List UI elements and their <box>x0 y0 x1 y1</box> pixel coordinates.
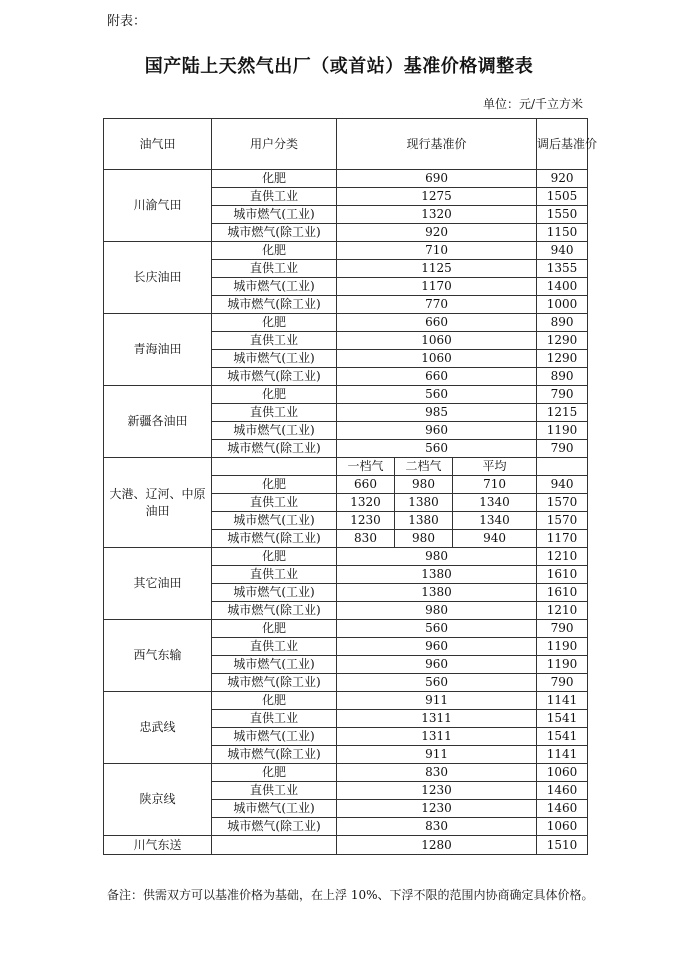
tier-subheader: 平均 <box>453 458 537 476</box>
adjusted-price: 1141 <box>537 692 588 710</box>
category-cell: 城市燃气(除工业) <box>212 296 337 314</box>
current-price: 911 <box>337 746 537 764</box>
adjusted-price: 1150 <box>537 224 588 242</box>
adjusted-price: 790 <box>537 620 588 638</box>
field-name: 忠武线 <box>104 692 212 764</box>
tier2-price: 980 <box>395 530 453 548</box>
adjusted-price: 890 <box>537 314 588 332</box>
tier-subheader: 二档气 <box>395 458 453 476</box>
adjusted-price: 1570 <box>537 494 588 512</box>
category-cell: 城市燃气(除工业) <box>212 224 337 242</box>
adjusted-price: 790 <box>537 674 588 692</box>
field-name: 陕京线 <box>104 764 212 836</box>
table-row <box>104 170 588 188</box>
current-price: 1060 <box>337 350 537 368</box>
header-adjusted: 调后基准价 <box>537 119 588 170</box>
table-row <box>104 386 588 404</box>
average-price: 1340 <box>453 494 537 512</box>
adjusted-price: 1060 <box>537 764 588 782</box>
adjusted-price: 1210 <box>537 548 588 566</box>
tier1-price: 830 <box>337 530 395 548</box>
tier1-price: 1230 <box>337 512 395 530</box>
adjusted-price: 1170 <box>537 530 588 548</box>
category-cell: 直供工业 <box>212 710 337 728</box>
field-name: 新疆各油田 <box>104 386 212 458</box>
category-cell: 城市燃气(工业) <box>212 206 337 224</box>
current-price: 770 <box>337 296 537 314</box>
tier2-price: 980 <box>395 476 453 494</box>
category-cell: 城市燃气(工业) <box>212 512 337 530</box>
category-cell: 直供工业 <box>212 494 337 512</box>
category-cell: 城市燃气(工业) <box>212 350 337 368</box>
adjusted-price: 1210 <box>537 602 588 620</box>
header-current: 现行基准价 <box>337 119 537 170</box>
current-price: 830 <box>337 818 537 836</box>
table-row <box>104 620 588 638</box>
category-cell: 直供工业 <box>212 188 337 206</box>
category-cell: 化肥 <box>212 170 337 188</box>
adjusted-price: 1610 <box>537 584 588 602</box>
category-cell: 城市燃气(除工业) <box>212 674 337 692</box>
current-price: 830 <box>337 764 537 782</box>
current-price: 690 <box>337 170 537 188</box>
adjusted-price: 1510 <box>537 836 588 855</box>
current-price: 920 <box>337 224 537 242</box>
current-price: 660 <box>337 314 537 332</box>
current-price: 911 <box>337 692 537 710</box>
adjusted-price: 1550 <box>537 206 588 224</box>
adjusted-price: 1460 <box>537 782 588 800</box>
table-row <box>104 242 588 260</box>
adjusted-price: 1505 <box>537 188 588 206</box>
current-price: 980 <box>337 602 537 620</box>
category-cell-blank <box>212 458 337 476</box>
tier2-price: 1380 <box>395 512 453 530</box>
category-cell: 化肥 <box>212 386 337 404</box>
table-header-row <box>104 119 588 170</box>
current-price: 1380 <box>337 584 537 602</box>
category-cell: 城市燃气(除工业) <box>212 818 337 836</box>
category-cell: 直供工业 <box>212 566 337 584</box>
category-cell: 城市燃气(工业) <box>212 656 337 674</box>
category-cell: 城市燃气(除工业) <box>212 368 337 386</box>
current-price: 985 <box>337 404 537 422</box>
adjusted-price: 1000 <box>537 296 588 314</box>
field-name: 长庆油田 <box>104 242 212 314</box>
category-cell: 城市燃气(除工业) <box>212 440 337 458</box>
current-price: 1311 <box>337 710 537 728</box>
table-row <box>104 764 588 782</box>
adjusted-price: 1355 <box>537 260 588 278</box>
header-field: 油气田 <box>104 119 212 170</box>
header-category: 用户分类 <box>212 119 337 170</box>
current-price: 710 <box>337 242 537 260</box>
field-name: 大港、辽河、中原油田 <box>104 458 212 548</box>
adjusted-price-blank <box>537 458 588 476</box>
category-cell: 城市燃气(工业) <box>212 422 337 440</box>
tier1-price: 660 <box>337 476 395 494</box>
current-price: 960 <box>337 422 537 440</box>
category-cell: 直供工业 <box>212 782 337 800</box>
adjusted-price: 1290 <box>537 350 588 368</box>
adjusted-price: 1400 <box>537 278 588 296</box>
adjusted-price: 1190 <box>537 638 588 656</box>
adjusted-price: 1141 <box>537 746 588 764</box>
adjusted-price: 1215 <box>537 404 588 422</box>
table-row <box>104 692 588 710</box>
category-cell: 城市燃气(工业) <box>212 278 337 296</box>
category-cell: 化肥 <box>212 548 337 566</box>
field-name: 川气东送 <box>104 836 212 855</box>
current-price: 560 <box>337 440 537 458</box>
current-price: 560 <box>337 386 537 404</box>
adjusted-price: 940 <box>537 242 588 260</box>
current-price: 1311 <box>337 728 537 746</box>
current-price: 1060 <box>337 332 537 350</box>
field-name: 其它油田 <box>104 548 212 620</box>
category-cell: 化肥 <box>212 242 337 260</box>
current-price: 560 <box>337 620 537 638</box>
current-price: 1230 <box>337 782 537 800</box>
adjusted-price: 920 <box>537 170 588 188</box>
adjusted-price: 1190 <box>537 422 588 440</box>
average-price: 710 <box>453 476 537 494</box>
unit-label: 单位：元/千立方米 <box>482 97 583 111</box>
adjusted-price: 790 <box>537 440 588 458</box>
adjusted-price: 1610 <box>537 566 588 584</box>
table-row <box>104 548 588 566</box>
adjusted-price: 1460 <box>537 800 588 818</box>
tier2-price: 1380 <box>395 494 453 512</box>
current-price: 660 <box>337 368 537 386</box>
footnote: 备注：供需双方可以基准价格为基础，在上浮 10%、下浮不限的范围内协商确定具体价格。 <box>107 888 594 902</box>
field-name: 青海油田 <box>104 314 212 386</box>
category-cell: 城市燃气(除工业) <box>212 746 337 764</box>
current-price: 1320 <box>337 206 537 224</box>
category-cell <box>212 836 337 855</box>
adjusted-price: 1060 <box>537 818 588 836</box>
current-price: 960 <box>337 656 537 674</box>
adjusted-price: 940 <box>537 476 588 494</box>
adjusted-price: 890 <box>537 368 588 386</box>
current-price: 1275 <box>337 188 537 206</box>
tier-subheader: 一档气 <box>337 458 395 476</box>
category-cell: 直供工业 <box>212 638 337 656</box>
adjusted-price: 790 <box>537 386 588 404</box>
category-cell: 城市燃气(除工业) <box>212 530 337 548</box>
category-cell: 化肥 <box>212 476 337 494</box>
attachment-label: 附表： <box>107 14 147 29</box>
category-cell: 城市燃气(工业) <box>212 800 337 818</box>
category-cell: 城市燃气(工业) <box>212 584 337 602</box>
page-title: 国产陆上天然气出厂（或首站）基准价格调整表 <box>144 56 534 77</box>
current-price: 560 <box>337 674 537 692</box>
current-price: 980 <box>337 548 537 566</box>
category-cell: 化肥 <box>212 692 337 710</box>
table-row <box>104 314 588 332</box>
average-price: 940 <box>453 530 537 548</box>
category-cell: 化肥 <box>212 620 337 638</box>
current-price: 1280 <box>337 836 537 855</box>
price-table <box>103 118 598 855</box>
category-cell: 直供工业 <box>212 260 337 278</box>
category-cell: 城市燃气(工业) <box>212 728 337 746</box>
field-name: 西气东输 <box>104 620 212 692</box>
adjusted-price: 1290 <box>537 332 588 350</box>
average-price: 1340 <box>453 512 537 530</box>
current-price: 1230 <box>337 800 537 818</box>
category-cell: 直供工业 <box>212 332 337 350</box>
current-price: 1380 <box>337 566 537 584</box>
table-row <box>104 458 588 476</box>
category-cell: 城市燃气(除工业) <box>212 602 337 620</box>
category-cell: 化肥 <box>212 764 337 782</box>
adjusted-price: 1190 <box>537 656 588 674</box>
adjusted-price: 1570 <box>537 512 588 530</box>
category-cell: 直供工业 <box>212 404 337 422</box>
table-row <box>104 836 588 855</box>
adjusted-price: 1541 <box>537 710 588 728</box>
field-name: 川渝气田 <box>104 170 212 242</box>
current-price: 1170 <box>337 278 537 296</box>
current-price: 960 <box>337 638 537 656</box>
tier1-price: 1320 <box>337 494 395 512</box>
current-price: 1125 <box>337 260 537 278</box>
adjusted-price: 1541 <box>537 728 588 746</box>
category-cell: 化肥 <box>212 314 337 332</box>
